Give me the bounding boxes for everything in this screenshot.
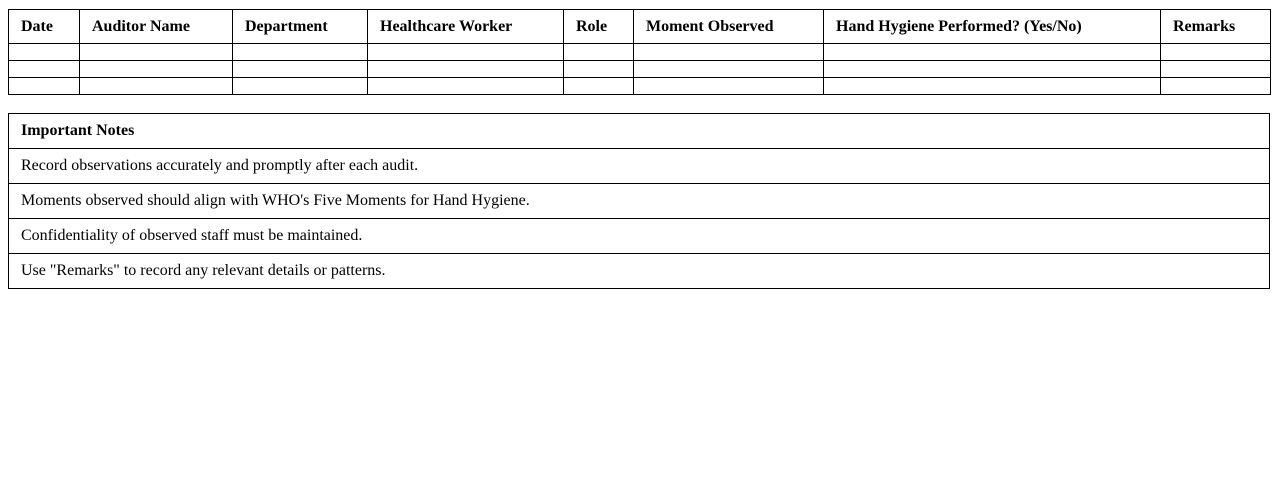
table-cell[interactable]: [564, 44, 634, 61]
table-cell[interactable]: [233, 61, 368, 78]
notes-heading: Important Notes: [9, 114, 1270, 149]
table-cell[interactable]: [9, 61, 80, 78]
column-header-auditor-name: Auditor Name: [80, 10, 233, 44]
column-header-role: Role: [564, 10, 634, 44]
table-cell[interactable]: [1161, 44, 1271, 61]
table-cell[interactable]: [634, 61, 824, 78]
table-cell[interactable]: [80, 44, 233, 61]
note-row: [9, 219, 1270, 254]
table-cell[interactable]: [368, 44, 564, 61]
table-cell[interactable]: [1161, 61, 1271, 78]
table-cell[interactable]: [233, 44, 368, 61]
note-item: Record observations accurately and promptly after each audit.: [9, 149, 1270, 184]
table-cell[interactable]: [564, 78, 634, 95]
column-header-moment-observed: Moment Observed: [634, 10, 824, 44]
table-cell[interactable]: [634, 44, 824, 61]
table-cell[interactable]: [9, 78, 80, 95]
table-cell[interactable]: [233, 78, 368, 95]
table-cell[interactable]: [80, 61, 233, 78]
note-item: Moments observed should align with WHO's Five Moments for Hand Hygiene.: [9, 184, 1270, 219]
note-row: [9, 254, 1270, 289]
table-cell[interactable]: [824, 44, 1161, 61]
table-row: [9, 78, 1271, 95]
column-header-hand-hygiene-performed: Hand Hygiene Performed? (Yes/No): [824, 10, 1161, 44]
table-cell[interactable]: [9, 44, 80, 61]
note-item: Use "Remarks" to record any relevant details or patterns.: [9, 254, 1270, 289]
table-cell[interactable]: [824, 78, 1161, 95]
table-cell[interactable]: [368, 61, 564, 78]
column-header-remarks: Remarks: [1161, 10, 1271, 44]
audit-table: [8, 9, 1271, 95]
table-cell[interactable]: [634, 78, 824, 95]
note-row: [9, 149, 1270, 184]
table-cell[interactable]: [368, 78, 564, 95]
table-header-row: [9, 10, 1271, 44]
column-header-healthcare-worker: Healthcare Worker: [368, 10, 564, 44]
table-cell[interactable]: [564, 61, 634, 78]
important-notes-table: [8, 113, 1270, 289]
table-row: [9, 44, 1271, 61]
table-cell[interactable]: [1161, 78, 1271, 95]
table-cell[interactable]: [80, 78, 233, 95]
notes-heading-row: [9, 114, 1270, 149]
table-row: [9, 61, 1271, 78]
note-row: [9, 184, 1270, 219]
column-header-date: Date: [9, 10, 80, 44]
note-item: Confidentiality of observed staff must be maintained.: [9, 219, 1270, 254]
column-header-department: Department: [233, 10, 368, 44]
table-cell[interactable]: [824, 61, 1161, 78]
